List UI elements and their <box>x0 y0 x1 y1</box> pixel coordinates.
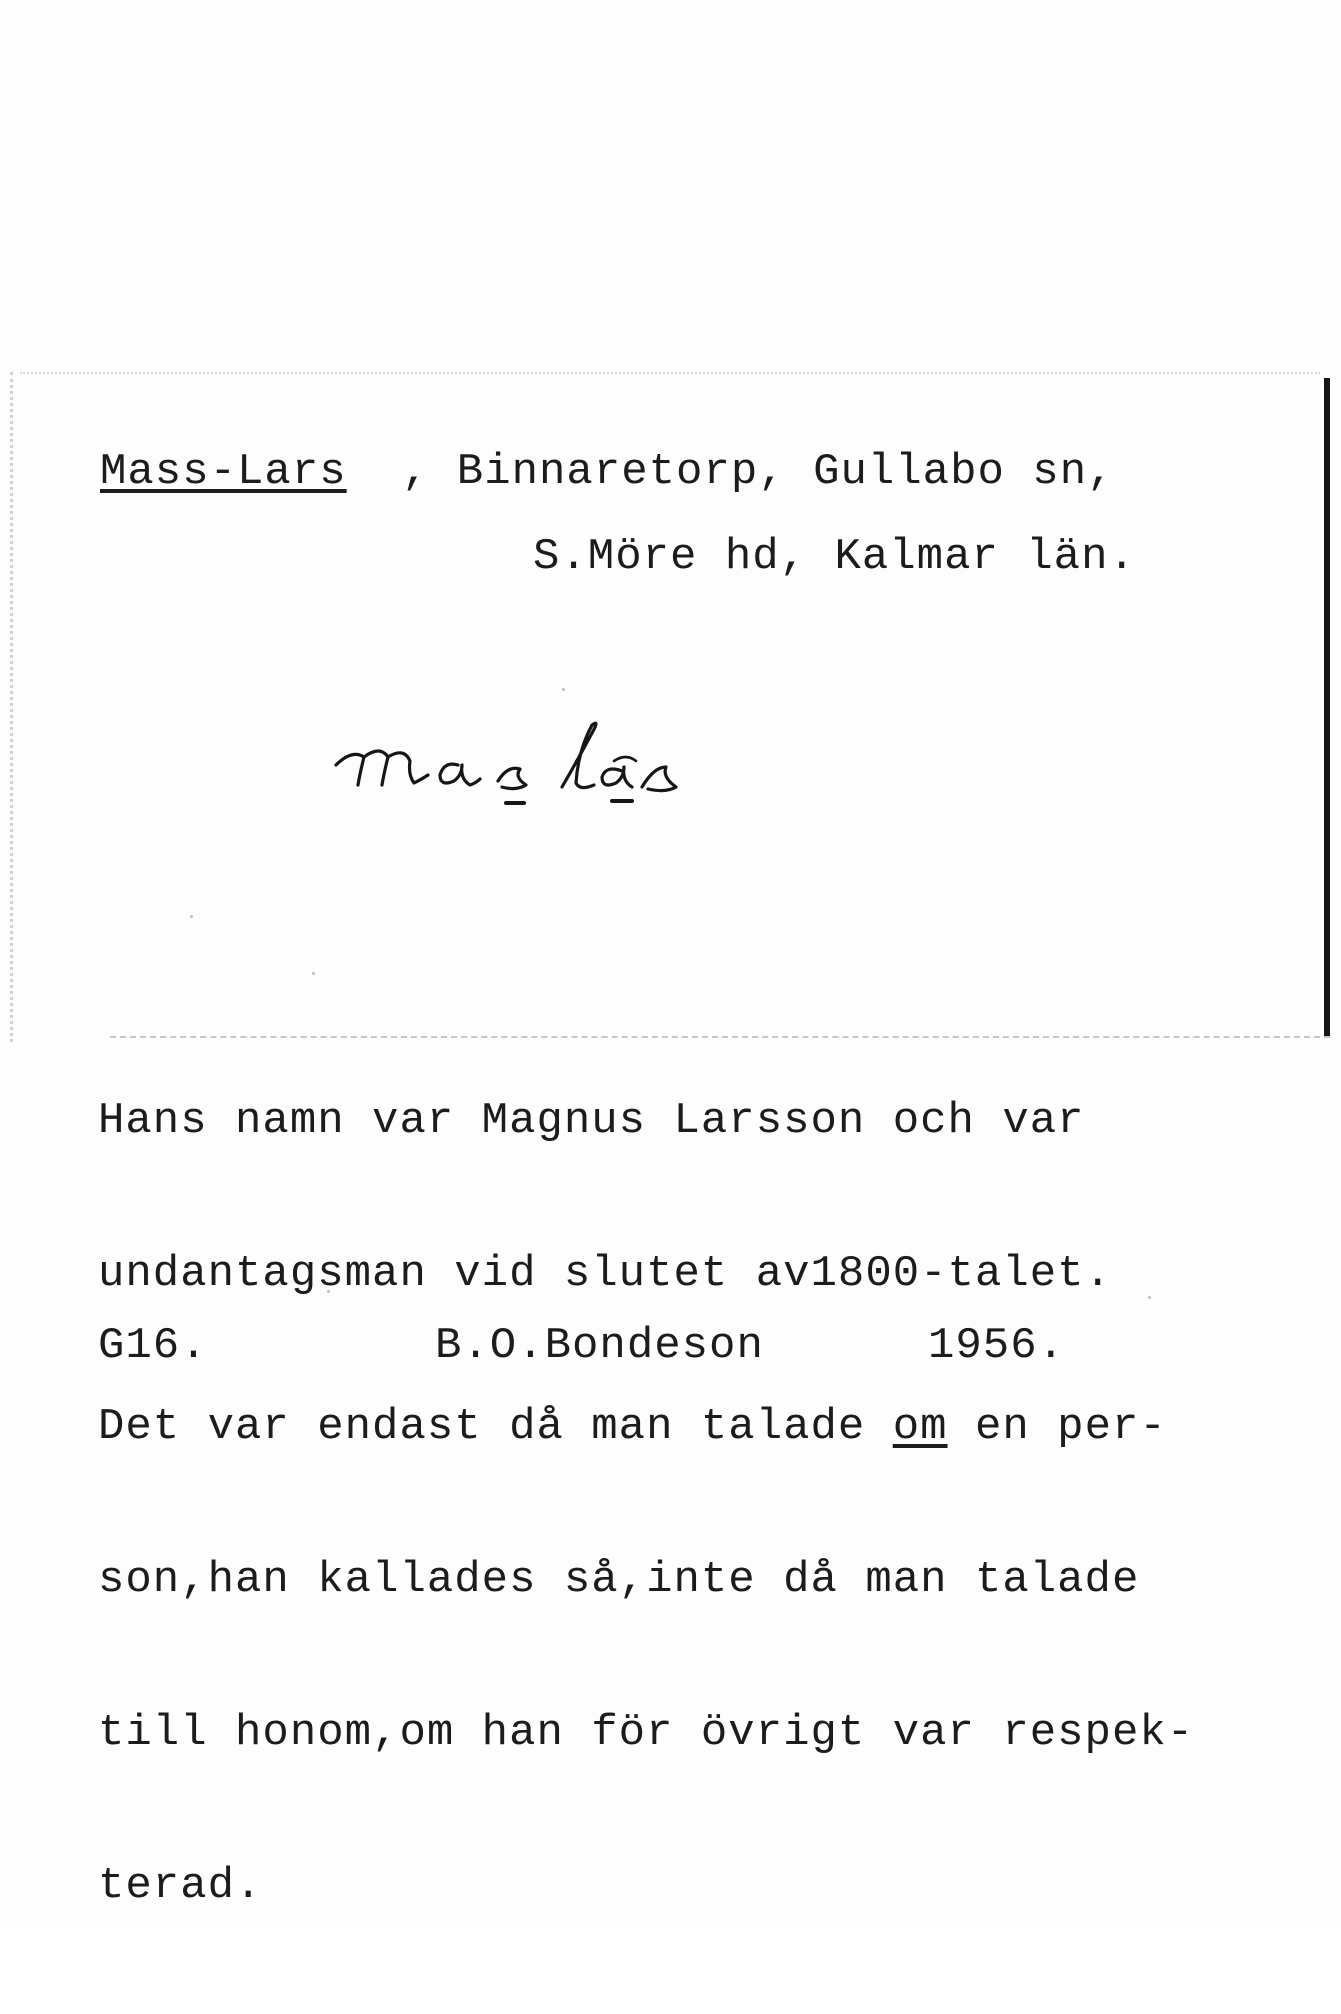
body-line: undantagsman vid slutet av1800-talet. <box>98 1249 1112 1299</box>
card-footer <box>0 1320 1341 1380</box>
scan-speck <box>562 688 565 691</box>
card-top-edge <box>20 372 1320 374</box>
body-line: terad. <box>98 1861 263 1911</box>
card-left-edge <box>10 372 13 1042</box>
underlined-word: om <box>892 1402 948 1452</box>
archive-code: G16. <box>98 1321 208 1371</box>
place-heading: , Binnaretorp, Gullabo sn, <box>402 447 1115 497</box>
year: 1956. <box>928 1321 1066 1371</box>
card-right-edge <box>1324 378 1330 1038</box>
body-line: till honom,om han för övrigt var respek- <box>98 1708 1195 1758</box>
district-heading: S.Möre hd, Kalmar län. <box>533 532 1136 582</box>
body-line: Det var endast då man talade om en per- <box>98 1402 1167 1452</box>
scan-speck <box>312 972 315 975</box>
body-line: Hans namn var Magnus Larsson och var <box>98 1096 1085 1146</box>
author-name: B.O.Bondeson <box>435 1321 764 1371</box>
handwritten-pronunciation <box>330 705 790 825</box>
body-line: son,han kallades så,inte då man talade <box>98 1555 1140 1605</box>
scan-speck <box>190 915 193 918</box>
card-body-text <box>98 994 1194 2014</box>
nickname-heading: Mass-Lars <box>100 447 347 497</box>
